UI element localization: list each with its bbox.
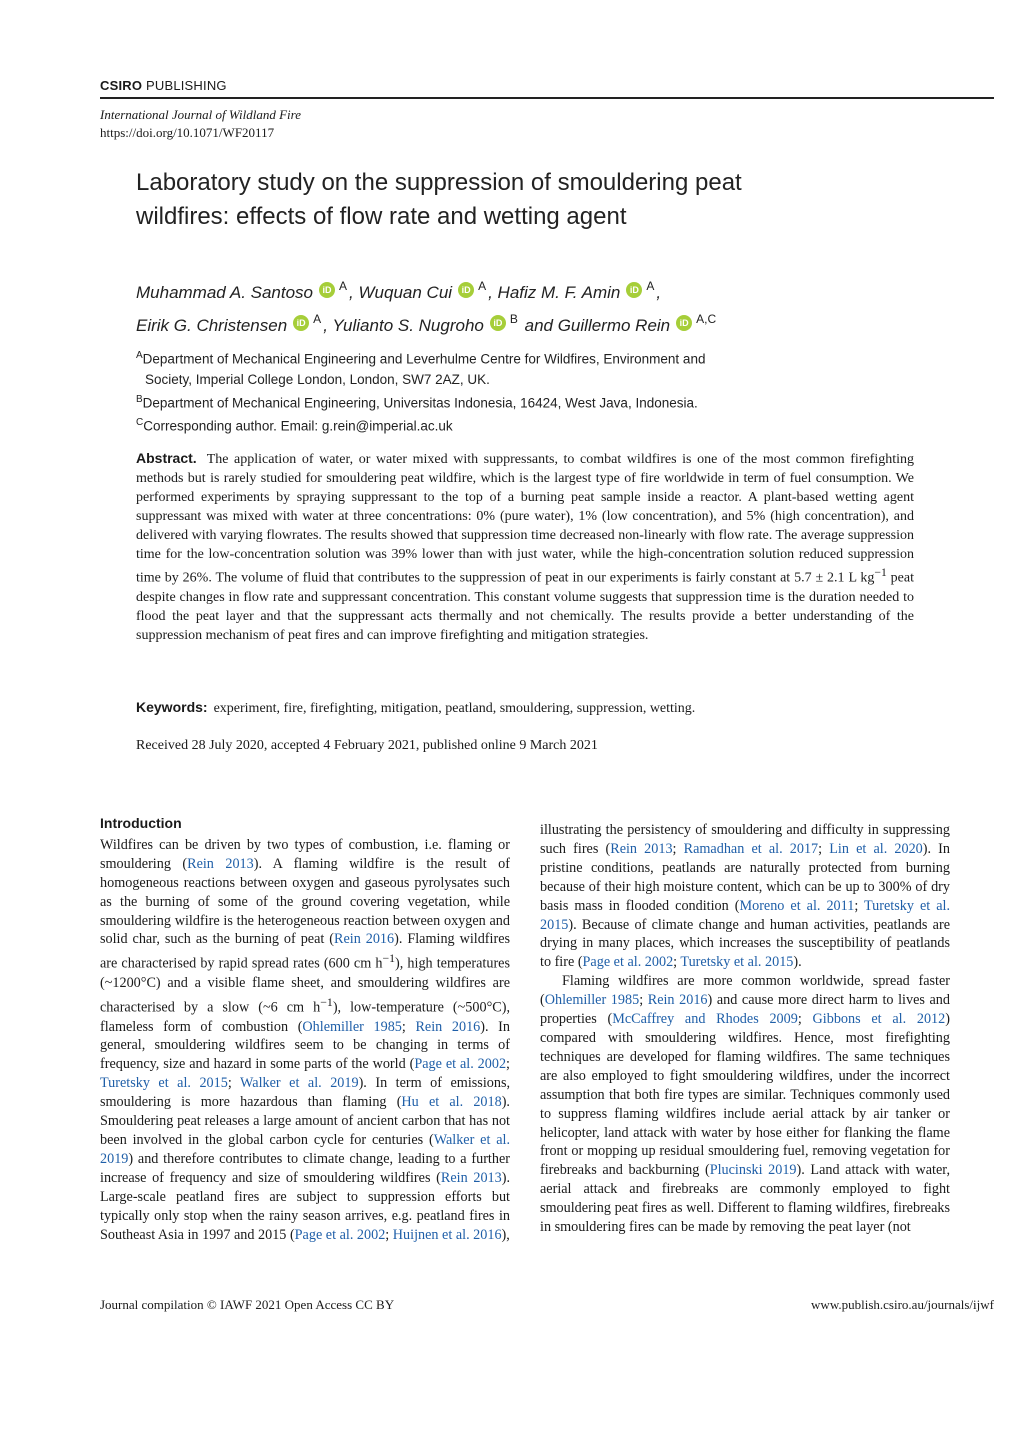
author-line-1 — [136, 273, 856, 306]
body-text: ). Because of climate change and human activities, peatlands are drying in many places, which increases the susceptibility of peatlands to fire ( — [540, 916, 950, 971]
body-text: ; — [401, 1018, 416, 1035]
citation-link[interactable]: Rein 2013 — [187, 855, 254, 872]
intro-column-right — [540, 821, 950, 1237]
body-text: ; — [818, 840, 830, 857]
citation-link[interactable]: Turetsky et al. 2015 — [680, 954, 794, 971]
body-text: illustrating the persistency of smouldering and difficulty in suppressing such fires ( — [540, 822, 950, 857]
orcid-icon[interactable]: iD — [319, 282, 335, 298]
citation-link[interactable]: Page et al. 2002 — [414, 1056, 507, 1073]
doi-link[interactable]: https://doi.org/10.1071/WF20117 — [100, 125, 275, 140]
citation-link[interactable]: Ohlemiller 1985 — [544, 992, 640, 1009]
author-name[interactable]: Hafiz M. F. Amin — [497, 283, 621, 302]
citation-link[interactable]: Page et al. 2002 — [294, 1226, 386, 1243]
orcid-icon[interactable]: iD — [458, 282, 474, 298]
body-text: ). Smouldering peat releases a large amount of ancient carbon that has not been involved in the global carbon cycle for centuries ( — [100, 1094, 510, 1148]
title-line-1: Laboratory study on the suppression of smouldering peat — [136, 169, 742, 196]
author-affiliation-mark: B — [509, 312, 518, 326]
orcid-icon[interactable]: iD — [626, 282, 642, 298]
citation-link[interactable]: Turetsky et al. 2015 — [100, 1075, 228, 1092]
abstract-sup: −1 — [874, 566, 887, 580]
affiliation-text: Department of Mechanical Engineering and Leverhulme Centre for Wildfires, Environment and — [142, 351, 706, 367]
abstract-label: Abstract. — [136, 450, 197, 466]
body-text: ), — [501, 1226, 510, 1243]
affiliation-mark: A — [136, 350, 143, 361]
body-text: ) and therefore contributes to climate change, leading to a further increase of frequency and size of smouldering wildfires ( — [100, 1150, 510, 1186]
author-separator: , — [323, 316, 328, 335]
body-text: Flaming wildfires are more common worldwide, spread faster ( — [540, 973, 950, 1009]
body-text: ). A flaming wildfire is the result of homogeneous reactions between oxygen and gaseous pyrolysates such as the burning of some of the ground covering vegetation, while smouldering wildfire is the heterogeneous reaction between oxygen and solid char, such as the burning of peat ( — [100, 855, 511, 948]
citation-link[interactable]: Ohlemiller 1985 — [302, 1018, 402, 1035]
author-separator: , — [656, 283, 662, 302]
body-text: ). Flaming wildfires are characterised by rapid spread rates (600 cm h — [100, 931, 511, 973]
abstract-text: The application of water, or water mixed with suppressants, to combat wildfires is one of the most common firefighting methods but is rarely studied for smouldering peat wildfire, which is the largest type of fire worldwide in term of fuel consumption. We performed experiments by spraying suppressant to the top of a burning peat sample inside a reactor. A plant-based wetting agent suppressant was mixed with water at three concentrations: 0% (pure water), 1% (low concentration), and 5% (high concentration), and delivered with varying flowrates. The results showed that suppression time decreased non-linearly with flow rate. The average suppression time for the low-concentration solution was 39% lower than with just water, while the high-concentration solution reduced suppression time by 26%. The volume of fluid that contributes to the suppression of peat in our experiments is fairly constant at 5.7 ± 2.1 L kg — [136, 452, 914, 587]
body-text: ). Land attack with water, aerial attack and firebreaks are commonly employed to fight smouldering peat fires as well. Different to flaming wildfires, firebreaks in smouldering fires can be made by removing the peat layer (not — [540, 1162, 950, 1236]
citation-link[interactable]: Walker et al. 2019 — [100, 1131, 511, 1167]
orcid-icon[interactable]: iD — [676, 315, 692, 331]
author-separator: , — [349, 283, 354, 302]
author-affiliation-mark: A,C — [696, 312, 717, 326]
article-title — [136, 166, 816, 234]
intro-paragraph-1 — [100, 836, 510, 1245]
section-heading: Introduction — [100, 815, 182, 831]
citation-link[interactable]: Moreno et al. 2011 — [739, 897, 855, 914]
citation-link[interactable]: Rein 2016 — [415, 1018, 481, 1035]
keywords-text: experiment, fire, firefighting, mitigation, peatland, smouldering, suppression, wetting. — [213, 701, 696, 716]
citation-link[interactable]: Gibbons et al. 2012 — [812, 1011, 946, 1028]
body-text: ; — [854, 897, 865, 914]
intro-column-left — [100, 814, 510, 1244]
author-name[interactable]: and Guillermo Rein — [524, 316, 671, 335]
author-name[interactable]: Eirik G. Christensen — [136, 316, 288, 335]
affiliation-c — [136, 413, 796, 437]
publisher-bold: CSIRO — [100, 78, 143, 93]
body-text: ) compared with smouldering wildfires. Hence, most firefighting techniques are developed for flaming wildfires. The same techniques are also employed to fight smouldering wildfires, under the incorrect assumption that both fire types are similar. Techniques commonly used to suppress flaming wildfires include aerial attack by air tanker or helicopter, land attack with water by hose either for flanking the flame front or mopping up residual smouldering fuel, removing vegetation for firebreaks and backburning ( — [540, 1011, 950, 1179]
citation-link[interactable]: Hu et al. 2018 — [401, 1094, 502, 1111]
affiliation-b — [136, 390, 796, 414]
author-list — [136, 273, 856, 339]
body-text: ). In general, smouldering wildfires seem to be changing in terms of frequency, size and hazard in some parts of the world ( — [100, 1018, 510, 1073]
header-rule — [100, 97, 994, 99]
body-text: ; — [673, 954, 681, 971]
citation-link[interactable]: McCaffrey and Rhodes 2009 — [612, 1011, 798, 1028]
publisher-rest: PUBLISHING — [145, 78, 227, 93]
citation-link[interactable]: Page et al. 2002 — [582, 954, 674, 971]
publisher-name — [100, 78, 227, 93]
received-dates: Received 28 July 2020, accepted 4 February 2021, published online 9 March 2021 — [136, 738, 598, 753]
citation-link[interactable]: Rein 2013 — [440, 1169, 502, 1186]
body-text: Wildfires can be driven by two types of combustion, i.e. flaming or smouldering ( — [100, 836, 510, 872]
affiliation-mark: C — [136, 417, 144, 428]
body-text: ; — [797, 1011, 813, 1028]
author-separator: , — [488, 283, 493, 302]
keywords-label: Keywords: — [136, 699, 208, 715]
body-text: ) and cause more direct harm to lives and properties ( — [540, 992, 950, 1028]
keywords — [136, 699, 914, 717]
citation-link[interactable]: Walker et al. 2019 — [240, 1075, 359, 1092]
author-affiliation-mark: A — [339, 279, 348, 293]
intro-paragraph-cont — [540, 821, 950, 972]
author-name[interactable]: Wuquan Cui — [358, 283, 453, 302]
citation-link[interactable]: Huijnen et al. 2016 — [392, 1226, 502, 1243]
affiliation-a-cont: Society, Imperial College London, London, SW7 2AZ, UK. — [145, 371, 490, 387]
body-text: ). In pristine conditions, peatlands are naturally protected from burning because of their high moisture content, which can be up to 300% of dry basis mass in flooded condition ( — [540, 840, 950, 914]
citation-link[interactable]: Turetsky et al. 2015 — [540, 897, 950, 933]
body-text: ). In term of emissions, smouldering is more hazardous than flaming ( — [100, 1075, 511, 1111]
orcid-icon[interactable]: iD — [293, 315, 309, 331]
affiliation-text: Department of Mechanical Engineering, Universitas Indonesia, 16424, West Java, Indonesia. — [142, 395, 698, 410]
abstract — [136, 449, 914, 646]
body-text: ; — [506, 1056, 510, 1073]
superscript: −1 — [320, 994, 333, 1009]
title-line-2: wildfires: effects of flow rate and wetting agent — [136, 203, 627, 230]
citation-link[interactable]: Rein 2013 — [610, 840, 673, 857]
body-text: ; — [639, 992, 648, 1009]
body-text: ). — [793, 954, 802, 971]
author-name[interactable]: Yulianto S. Nugroho — [332, 316, 484, 335]
citation-link[interactable]: Lin et al. 2020 — [829, 840, 923, 857]
affiliation-mark: B — [136, 393, 143, 405]
affiliations — [136, 346, 796, 437]
citation-link[interactable]: Rein 2016 — [647, 992, 708, 1009]
corresponding-author[interactable]: Corresponding author. Email: g.rein@imperial.ac.uk — [143, 418, 453, 434]
citation-link[interactable]: Plucinski 2019 — [709, 1162, 797, 1179]
intro-paragraph-2 — [540, 972, 950, 1237]
author-name[interactable]: Muhammad A. Santoso — [136, 283, 314, 302]
body-text: ), low-temperature (~500°C), flameless form of combustion ( — [100, 999, 510, 1035]
body-text: ), high temperatures (~1200°C) and a visible flame sheet, and smouldering wildfires are characterised by a slow (~6 cm h — [100, 956, 510, 1016]
author-affiliation-mark: A — [478, 279, 487, 293]
citation-link[interactable]: Rein 2016 — [334, 931, 395, 948]
body-text: ; — [385, 1226, 393, 1243]
footer-copyright: Journal compilation © IAWF 2021 Open Access CC BY — [100, 1297, 395, 1312]
orcid-icon[interactable]: iD — [490, 315, 506, 331]
citation-link[interactable]: Ramadhan et al. 2017 — [683, 840, 819, 857]
affiliation-a — [136, 346, 796, 370]
footer-url[interactable]: www.publish.csiro.au/journals/ijwf — [811, 1297, 994, 1312]
author-affiliation-mark: A — [646, 279, 655, 293]
body-text: ; — [227, 1075, 241, 1092]
abstract-text-cont: peat despite changes in flow rate and suppressant concentration. This constant volume suggests that suppression time is the duration needed to flood the peat layer and that the suppressant acts thermally and not chemically. The results provide a better understanding of the suppression mechanism of peat fires and can improve firefighting and mitigation strategies. — [136, 571, 914, 643]
superscript: −1 — [382, 951, 396, 966]
author-line-2 — [136, 306, 856, 339]
body-text: ; — [672, 840, 684, 857]
body-text: ). Large-scale peatland fires are subject to suppression efforts but typically only stop when the rainy season arrives, e.g. peatland fires in Southeast Asia in 1997 and 2015 ( — [100, 1169, 511, 1243]
author-affiliation-mark: A — [313, 312, 322, 326]
journal-name: International Journal of Wildland Fire — [100, 107, 302, 122]
